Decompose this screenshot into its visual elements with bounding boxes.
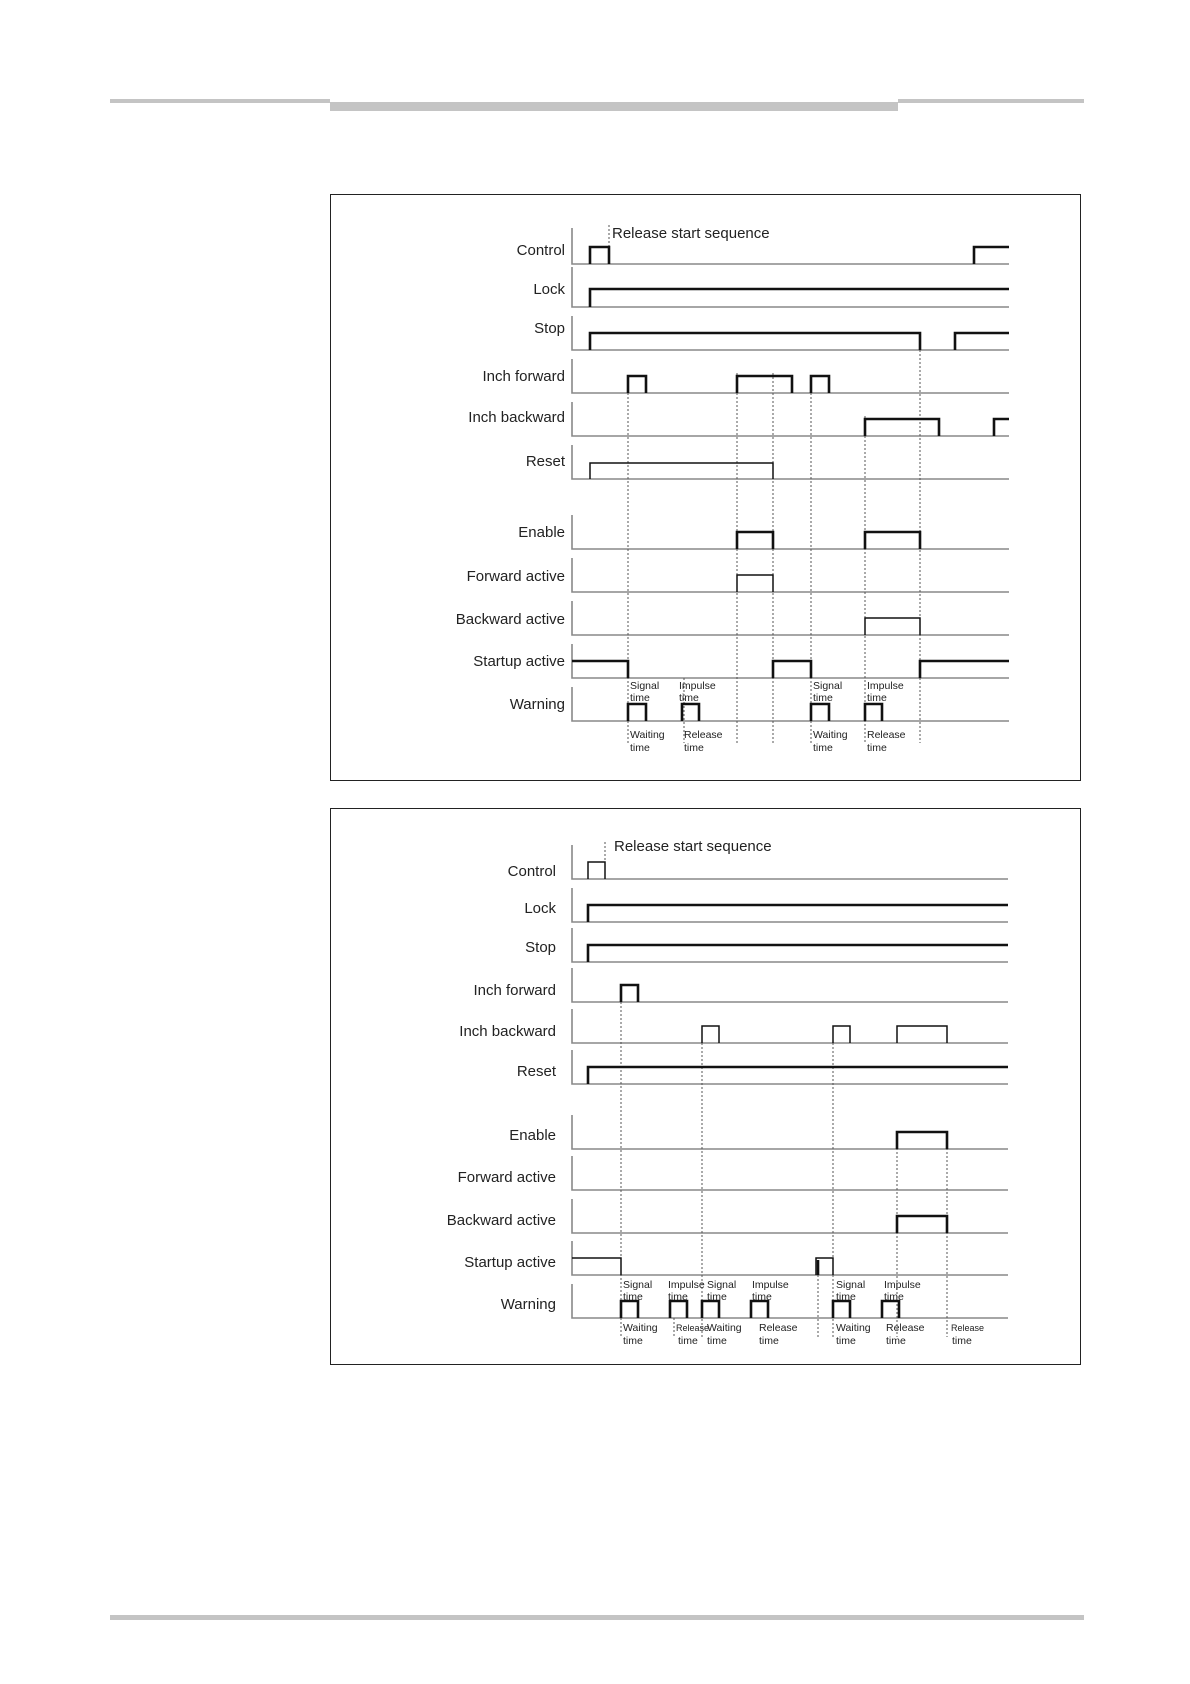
waveform-startup-pulse-2	[773, 661, 811, 678]
signal-label-backward-active: Backward active	[446, 1212, 556, 1229]
signal-label-startup-active: Startup active	[464, 1254, 556, 1271]
signal-label-warning: Warning	[500, 1296, 556, 1313]
waveform-enable	[897, 1132, 947, 1149]
annotation-waiting-time-2: Waiting time	[707, 1322, 742, 1347]
waveform-lock	[588, 905, 1008, 922]
annotation-release-time-1: Release time	[684, 729, 723, 754]
waveform-backward-active	[865, 618, 920, 635]
annotation-signal-time-2: Signal time	[707, 1279, 737, 1303]
baseline-forward-active	[572, 1156, 1008, 1190]
annotation-release-time-2: Release time	[759, 1322, 798, 1347]
signal-label-reset: Reset	[525, 453, 565, 470]
waveform-inch-backward-pulse-1	[865, 419, 939, 436]
waveform-reset	[588, 1067, 1008, 1084]
waveform-inch-forward	[621, 985, 638, 1002]
signal-label-warning: Warning	[509, 696, 565, 713]
diagram-title: Release start sequence	[614, 838, 772, 855]
baseline-lock	[572, 267, 1009, 307]
waveform-warning-pulse-4	[751, 1301, 768, 1318]
annotation-impulse-time-2: Impulse time	[867, 680, 904, 704]
annotation-release-time-1: Release time	[676, 1323, 710, 1347]
annotation-release-time-4: Release time	[951, 1323, 985, 1347]
annotation-signal-time-1: Signal time	[630, 680, 660, 704]
waveform-inch-forward-pulse-3	[811, 376, 829, 393]
signal-label-enable: Enable	[509, 1127, 556, 1144]
baseline-startup-active	[572, 1241, 1008, 1275]
waveform-startup-pulse-1	[572, 1258, 621, 1275]
annotation-waiting-time-1: Waiting time	[630, 729, 665, 754]
signal-label-inch-forward: Inch forward	[482, 368, 565, 385]
waveform-warning-pulse-5	[833, 1301, 850, 1318]
signal-label-stop: Stop	[525, 939, 556, 956]
signal-waveforms	[572, 247, 1009, 721]
annotation-signal-time-2: Signal time	[813, 680, 843, 704]
diagram-title: Release start sequence	[612, 225, 770, 242]
signal-label-inch-backward: Inch backward	[459, 1023, 556, 1040]
signal-label-inch-forward: Inch forward	[473, 982, 556, 999]
event-markers	[605, 842, 947, 1337]
event-markers	[609, 225, 920, 743]
waveform-warning-pulse-2	[682, 704, 699, 721]
waveform-stop-pulse-1	[590, 333, 920, 350]
baseline-reset	[572, 445, 1009, 479]
signal-label-inch-backward: Inch backward	[468, 409, 565, 426]
waveform-reset	[590, 463, 773, 479]
annotation-release-time-2: Release time	[867, 729, 906, 754]
annotation-waiting-time-3: Waiting time	[836, 1322, 871, 1347]
header-rule-right	[898, 99, 1084, 103]
waveform-lock	[590, 289, 1009, 307]
waveform-warning-pulse-1	[621, 1301, 638, 1318]
baseline-backward-active	[572, 601, 1009, 635]
waveform-inch-backward-pulse-3	[897, 1026, 947, 1043]
waveform-warning-pulse-3	[702, 1301, 719, 1318]
waveform-inch-backward-pulse-2	[994, 419, 1009, 436]
signal-waveforms	[588, 905, 1008, 1318]
waveform-enable-pulse-1	[737, 532, 773, 549]
baseline-forward-active	[572, 558, 1009, 592]
annotation-signal-time-3: Signal time	[836, 1279, 866, 1303]
header-rule-center	[330, 102, 898, 111]
waveform-inch-forward-pulse-1	[628, 376, 646, 393]
signal-label-backward-active: Backward active	[455, 611, 565, 628]
signal-label-lock: Lock	[524, 900, 556, 917]
annotation-signal-time-1: Signal time	[623, 1279, 653, 1303]
annotation-impulse-time-1: Impulse time	[679, 680, 716, 704]
timing-diagram-1	[330, 194, 1081, 781]
waveform-warning-pulse-6	[882, 1301, 899, 1318]
waveform-backward-active	[897, 1216, 947, 1233]
annotation-waiting-time-2: Waiting time	[813, 729, 848, 754]
annotation-waiting-time-1: Waiting time	[623, 1322, 658, 1347]
waveform-warning-pulse-4	[865, 704, 882, 721]
waveform-startup-pulse-3	[920, 661, 1009, 678]
timing-annotations	[623, 1279, 984, 1347]
signal-label-reset: Reset	[516, 1063, 556, 1080]
waveform-warning-pulse-1	[628, 704, 646, 721]
signal-label-forward-active: Forward active	[457, 1169, 556, 1186]
waveform-control	[588, 862, 605, 879]
waveform-warning-pulse-2	[670, 1301, 687, 1318]
footer-rule	[110, 1615, 1084, 1620]
signal-label-enable: Enable	[518, 524, 565, 541]
header-rule-left	[110, 99, 330, 103]
waveform-control-pulse-2	[974, 247, 1009, 264]
waveform-startup-pulse-1	[572, 661, 628, 678]
waveform-inch-backward-pulse-2	[833, 1026, 850, 1043]
baseline-inch-backward	[572, 402, 1009, 436]
waveform-stop	[588, 945, 1008, 962]
annotation-impulse-time-1: Impulse time	[668, 1279, 705, 1303]
annotation-impulse-time-2: Impulse time	[752, 1279, 789, 1303]
waveform-inch-backward-pulse-1	[702, 1026, 719, 1043]
annotation-release-time-3: Release time	[886, 1322, 925, 1347]
signal-label-control: Control	[507, 863, 556, 880]
waveform-forward-active	[737, 575, 773, 592]
waveform-control-pulse-1	[590, 247, 609, 264]
waveform-stop-pulse-2	[955, 333, 1009, 350]
timing-diagram-2-svg	[331, 809, 1082, 1366]
signal-label-lock: Lock	[533, 281, 565, 298]
signal-label-stop: Stop	[534, 320, 565, 337]
baseline-enable	[572, 515, 1009, 549]
annotation-impulse-time-3: Impulse time	[884, 1279, 921, 1303]
thin-waveforms	[572, 862, 947, 1275]
waveform-warning-pulse-3	[811, 704, 829, 721]
timing-diagram-1-svg	[331, 195, 1082, 782]
signal-label-control: Control	[516, 242, 565, 259]
signal-label-startup-active: Startup active	[473, 653, 565, 670]
timing-diagram-2	[330, 808, 1081, 1365]
waveform-enable-pulse-2	[865, 532, 920, 549]
waveform-inch-forward-pulse-2	[737, 376, 792, 393]
signal-label-forward-active: Forward active	[466, 568, 565, 585]
